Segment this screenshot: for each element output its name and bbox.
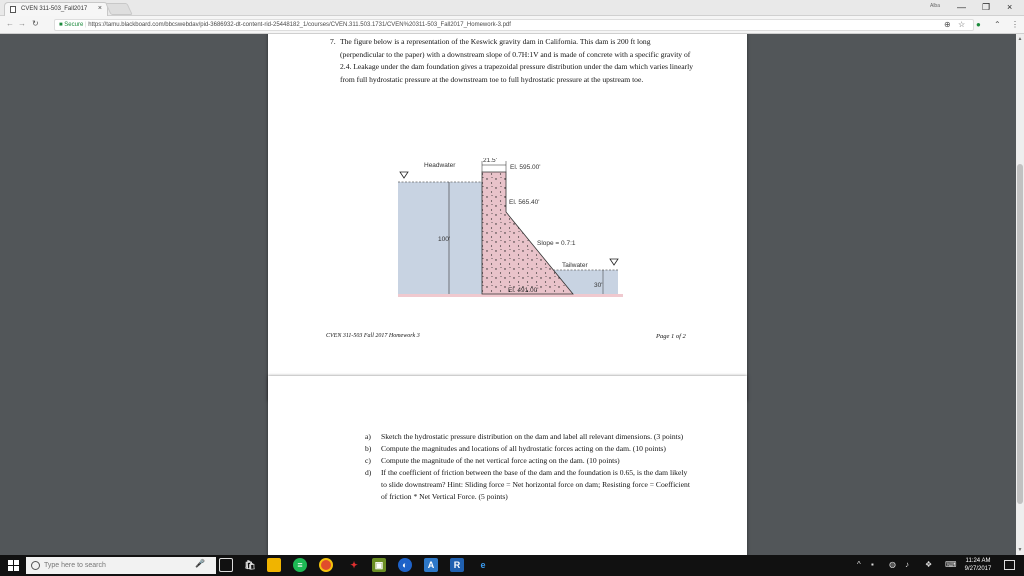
url-text: https://tamu.blackboard.com/bbcswebdav/pid-3686932-dt-content-rid-25448182_1/courses/CVEN.311.503.1731/CVEN%20311-503_Fall2017_Homework-3.pdf: [88, 22, 511, 28]
scroll-down-icon[interactable]: ▼: [1017, 547, 1023, 553]
spotify-icon[interactable]: ≡: [293, 558, 307, 572]
scroll-up-icon[interactable]: ▲: [1017, 36, 1023, 42]
pdf-page-2: [268, 376, 747, 555]
microphone-icon[interactable]: 🎤: [195, 559, 205, 568]
el-top-label: El. 595.00': [510, 164, 541, 171]
list-item: [365, 443, 695, 455]
subquestion-label: d): [365, 468, 372, 477]
extension-icon[interactable]: ●: [976, 20, 981, 29]
file-explorer-icon[interactable]: [267, 558, 281, 572]
tailwater-label: Tailwater: [562, 262, 588, 269]
viewer-scrollbar[interactable]: [1016, 34, 1024, 555]
headwater-label: Headwater: [424, 162, 456, 169]
revit-icon[interactable]: R: [450, 558, 464, 572]
list-item: [365, 455, 695, 467]
headwater-marker-icon: [400, 172, 408, 178]
action-center-icon[interactable]: [1004, 560, 1015, 570]
pdf-page-1: [268, 34, 747, 401]
crest-width-label: 21.5': [483, 158, 497, 164]
show-hidden-icons-icon[interactable]: ^: [857, 560, 861, 569]
secure-label: Secure: [64, 22, 84, 28]
dropbox-icon[interactable]: ❖: [925, 560, 933, 569]
slope-label: Slope = 0.7:1: [537, 240, 576, 247]
bookmark-star-icon[interactable]: ☆: [958, 20, 966, 29]
back-icon[interactable]: ←: [6, 19, 14, 28]
document-icon: [10, 6, 16, 13]
list-item: [365, 431, 695, 443]
keyboard-icon[interactable]: ⌨: [945, 560, 957, 569]
el-water-label: El. 565.40': [509, 199, 540, 206]
steam-icon[interactable]: ◐: [398, 558, 412, 572]
question-number: 7.: [330, 37, 336, 46]
subquestion-text: Sketch the hydrostatic pressure distribution on the dam and label all relevant dimensions. (3 points): [381, 432, 684, 441]
zoom-icon[interactable]: ⊕: [944, 20, 951, 29]
forward-icon[interactable]: →: [18, 19, 26, 28]
edge-icon[interactable]: e: [480, 560, 486, 570]
volume-icon[interactable]: ♪: [905, 560, 909, 569]
network-icon[interactable]: ◍: [889, 560, 896, 569]
subquestion-list: [365, 431, 695, 503]
windows-taskbar: [0, 555, 1024, 576]
subquestion-label: c): [365, 456, 371, 465]
list-item: [365, 467, 695, 503]
pinned-app-icon[interactable]: ✦: [350, 560, 358, 570]
search-placeholder: Type here to search: [44, 562, 106, 569]
clock-date: 9/27/2017: [964, 566, 992, 572]
close-window-button[interactable]: ×: [1007, 2, 1013, 12]
chrome-icon[interactable]: [319, 558, 333, 572]
taskbar-search-box[interactable]: [26, 557, 216, 574]
page-footer-course: CVEN 311-503 Fall 2017 Homework 3: [326, 333, 420, 339]
subquestion-text: Compute the magnitudes and locations of all hydrostatic forces acting on the dam. (10 points): [381, 444, 666, 453]
new-tab-button[interactable]: [105, 3, 133, 15]
extension-arrow-icon[interactable]: ⌃: [994, 20, 1001, 29]
subquestion-label: b): [365, 444, 372, 453]
pdf-viewer: [0, 34, 1024, 555]
clock-time: 11:24 AM: [965, 558, 991, 564]
autocad-icon[interactable]: A: [424, 558, 438, 572]
scrollbar-thumb[interactable]: [1017, 164, 1023, 504]
dam-figure: [386, 158, 626, 308]
url-field[interactable]: ■ Secure | https://tamu.blackboard.com/bbcswebdav/pid-3686932-dt-content-rid-25448182_1/courses/CVEN.311.503.1731/CVEN%20311-503_Fall2017_Homework-3.pdf: [54, 19, 974, 31]
foundation: [398, 294, 623, 297]
taskbar-clock[interactable]: [962, 557, 994, 573]
store-icon[interactable]: 🛍: [244, 560, 256, 570]
browser-tab[interactable]: [4, 2, 108, 16]
minimize-button[interactable]: —: [957, 2, 966, 12]
profile-button[interactable]: Alba: [929, 3, 940, 9]
subquestion-text: Compute the magnitude of the net vertical force acting on the dam. (10 points): [381, 456, 620, 465]
subquestion-label: a): [365, 432, 371, 441]
tab-close-icon[interactable]: ×: [97, 5, 102, 12]
question-7: [330, 36, 695, 86]
tab-title: CVEN 311-503_Fall2017: [21, 6, 88, 12]
tailwater-marker-icon: [610, 259, 618, 265]
minecraft-icon[interactable]: ▣: [372, 558, 386, 572]
question-text: The figure below is a representation of the Keswick gravity dam in California. This dam is 200 ft long (perpendicular to the paper) with a downstream slope of 0.7H:1V and is made of concrete with a specific gravity of 2.4. Leakage under the dam foundation gives a trapezoidal pressure distribution under the dam which varies linearly from full hydrostatic pressure at the downstream toe to full hydrostatic pressure at the upstream toe.: [340, 37, 693, 84]
maximize-button[interactable]: ❐: [982, 2, 991, 12]
task-view-icon[interactable]: [219, 558, 233, 572]
cortana-icon: [31, 561, 40, 570]
tray-app-icon[interactable]: ▪: [871, 560, 874, 569]
menu-icon[interactable]: ⋮: [1011, 20, 1019, 29]
windows-start-icon[interactable]: [8, 560, 19, 571]
address-bar-row: [0, 16, 1024, 34]
depth-label: 100': [438, 236, 451, 243]
lock-icon: ■: [59, 22, 63, 28]
subquestion-text: If the coefficient of friction between the base of the dam and the foundation is 0.65, is the dam likely to slide downstream? Hint: Sliding force = Net horizontal force on dam; Resisting force = Coefficient of friction * Net Vertical Force. (5 points): [381, 468, 690, 501]
page-footer-number: Page 1 of 2: [656, 333, 686, 340]
tail-depth-label: 30': [594, 282, 603, 289]
reload-icon[interactable]: ↻: [32, 19, 39, 28]
browser-tab-bar: [0, 0, 1024, 16]
el-base-label: El. 491.00': [508, 287, 539, 294]
